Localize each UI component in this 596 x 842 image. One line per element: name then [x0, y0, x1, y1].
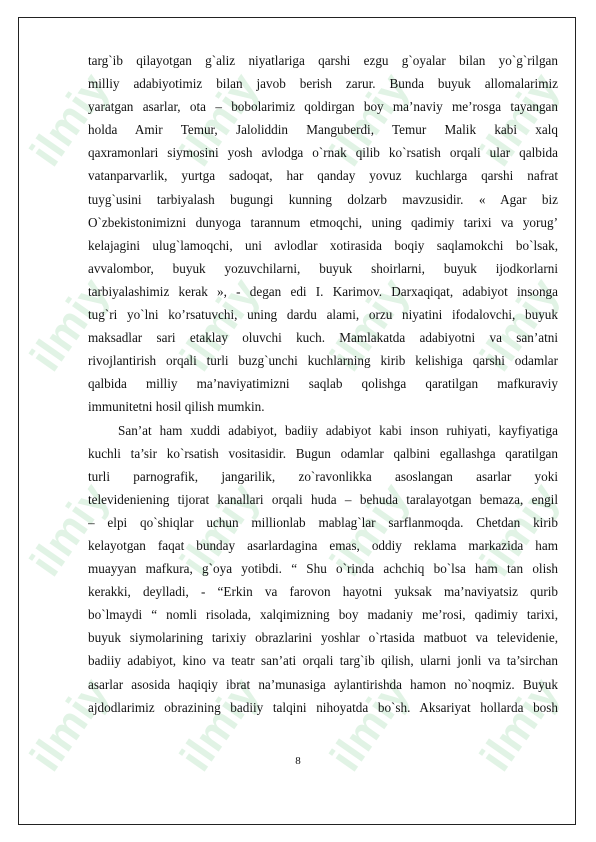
- text-line: targ`ib qilayotgan g`aliz niyatlariga qarshi ezgu g`oyalar bilan yo`g`rilgan: [88, 53, 558, 68]
- text-line: qalbida milliy ma’naviyatimizni saqlab qolishga qaratilgan mafkuraviy: [88, 376, 558, 392]
- text-line: vatanparvarlik, yurtga sadoqat, har qanday yovuz kuchlarga qarshi nafrat: [88, 168, 558, 184]
- text-line: – elpi qo`shiqlar uchun millionlab mablag`lar sarflanmoqda. Chetdan kirib: [88, 514, 558, 530]
- text-line: kelayotgan faqat bunday asarlardagina emas, oddiy reklama markazida ham: [88, 537, 558, 553]
- text-line: yaratgan asarlar, ota – bobolarimiz qoldirgan boy ma’naviy me’rosga tayangan: [88, 99, 558, 115]
- text-line: O`zbekistonimizni dunyoga tarannum etmoqchi, uning qadimiy tarixi va yorug’: [88, 214, 558, 230]
- text-line: avvalombor, buyuk yozuvchilarni, buyuk shoirlarni, buyuk ijodkorlarni: [88, 260, 558, 276]
- text-line: kuchli ta’sir ko`rsatish vositasidir. Bugun odamlar qalbini egallashga qaratilgan: [88, 445, 558, 461]
- watermark: ilmiy ilmiy ilmiy ilmiy ilmiy ilmiy ilmiy ilmiy ilmiy ilmiy ilmiy ilmiy ilmiy ilmiy ilmiy ilmiy: [20, 64, 569, 780]
- text-line: bo`lmaydi “ nomli risolada, xalqimizning boy madaniy me’rosi, qadimiy tarixi,: [88, 607, 558, 623]
- text-line: holda Amir Temur, Jaloliddin Manguberdi, Temur Malik kabi xalq: [88, 122, 558, 138]
- paragraph-start-line: San’at ham xuddi adabiyot, badiiy adabiyot kabi inson ruhiyati, kayfiyatiga: [118, 422, 558, 438]
- text-line: milliy adabiyotimiz bilan javob berish zarur. Bunda buyuk allomalarimiz: [88, 76, 558, 92]
- text-line: buyuk siymolarining tarixiy obrazlarini yoshlar o`rtasida matbuot va televidenie,: [88, 630, 558, 646]
- text-line: televideniening tijorat kanallari orqali huda – behuda taralayotgan bemaza, engil: [88, 491, 558, 507]
- text-line: kerakki, deylladi, - “Erkin va farovon hayotni yuksak ma’naviyatsiz qurib: [88, 584, 558, 600]
- text-line: maksadlar sari etaklay oluvchi kuch. Mamlakatda adabiyotni va san’atni: [88, 330, 558, 346]
- text-line: tug`ri yo`lni ko’rsatuvchi, uning dardu alami, orzu niyatini ifodalovchi, buyuk: [88, 307, 558, 323]
- text-line: asarlar asosida haqiqiy ibrat na’munasiga aylantirishda hamon no`noqmiz. Buyuk: [88, 676, 558, 692]
- text-line: muayyan mafkura, g`oya yotibdi. “ Shu o`rinda achchiq bo`lsa ham tan olish: [88, 561, 558, 577]
- text-line: qaxramonlari siymosini yosh avlodga o`rnak qilib ko`rsatish orqali ular qalbida: [88, 145, 558, 161]
- body-text: [88, 49, 558, 719]
- text-line: kelajagini ulug`lamoqchi, uni avlodlar xotirasida boqiy saqlamokchi bo`lsak,: [88, 237, 558, 253]
- text-line: tuyg`usini tarbiyalash bugungi kunning dolzarb mavzusidir. « Agar biz: [88, 191, 558, 207]
- text-line: badiiy adabiyot, kino va teatr san’ati orqali targ`ib qilish, ularni jonli va ta’sirchan: [88, 653, 558, 669]
- page-number: 8: [295, 755, 301, 767]
- text-line: rivojlantirish orqali turli buzg`unchi kuchlarning kirib kelishiga qarshi odamlar: [88, 353, 558, 369]
- text-line: immunitetni hosil qilish mumkin.: [88, 399, 265, 415]
- text-line: turli parnografik, jangarilik, zo`ravonlikka asoslangan asarlar yoki: [88, 468, 558, 484]
- text-line: tarbiyalashimiz kerak », - degan edi I. Karimov. Darxaqiqat, adabiyot insonga: [88, 283, 558, 299]
- text-line: ajdodlarimiz obrazining badiiy talqini nihoyatda bo`sh. Aksariyat hollarda bosh: [88, 699, 558, 715]
